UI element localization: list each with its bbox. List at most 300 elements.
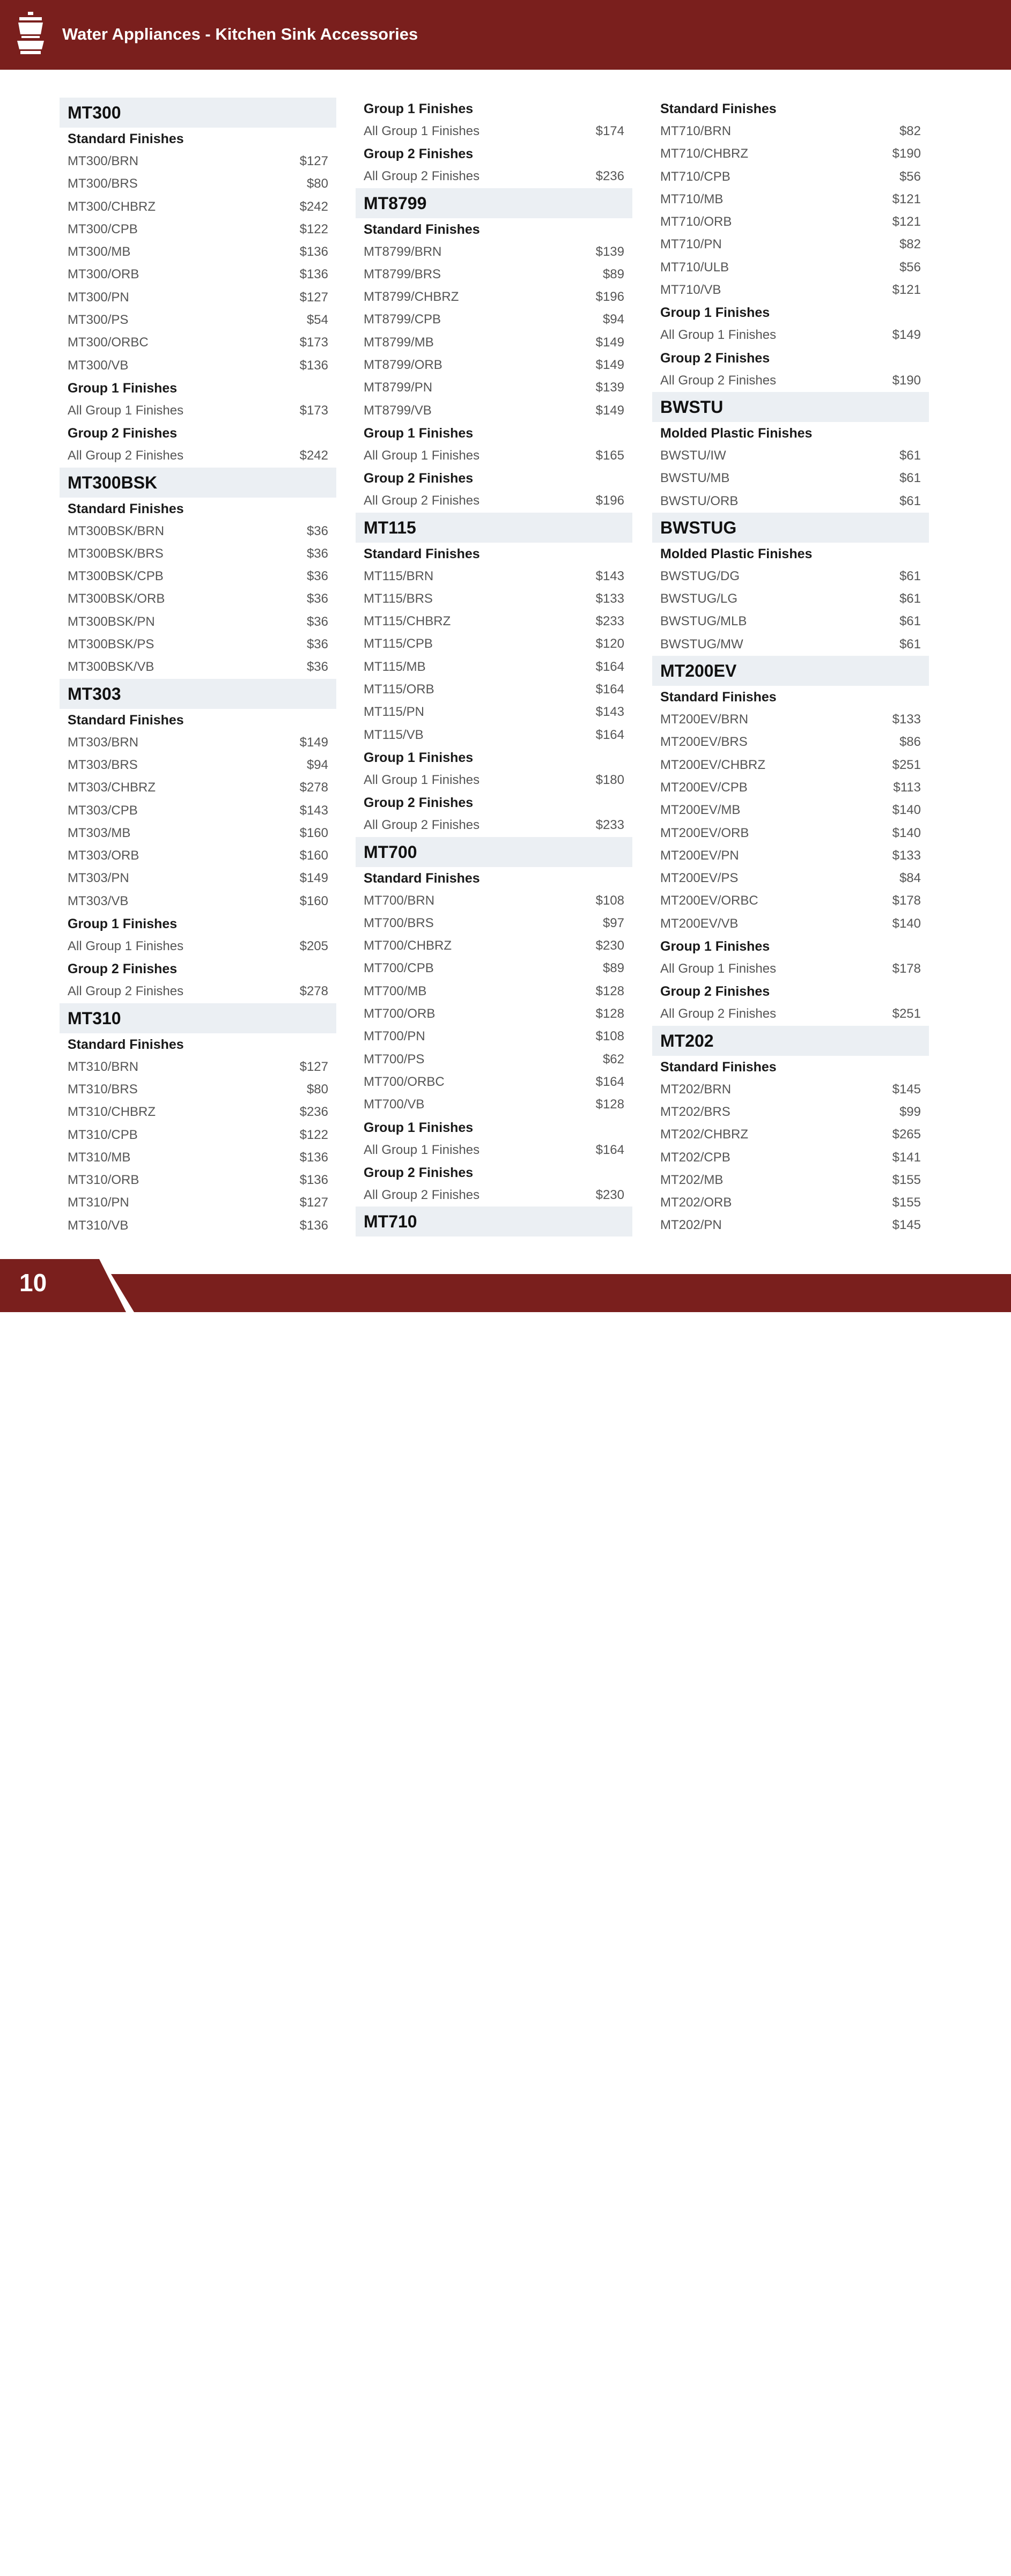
finish-group-label: Group 2 Finishes: [68, 426, 178, 441]
price-row: [356, 633, 632, 655]
price-row: [60, 1146, 336, 1169]
finish-group-label: Group 2 Finishes: [364, 1165, 474, 1180]
item-price: $149: [299, 735, 328, 750]
price-column-2: [356, 98, 632, 1237]
item-name: MT300BSK/BRS: [68, 546, 164, 561]
price-row: [652, 143, 929, 165]
price-row: [652, 490, 929, 513]
item-price: $160: [299, 825, 328, 840]
item-name: MT303/BRS: [68, 757, 138, 772]
product-section-header: MT202: [652, 1026, 929, 1056]
finish-group-label: Standard Finishes: [68, 712, 184, 728]
item-name: MT700/PN: [364, 1029, 425, 1044]
item-price: $236: [299, 1105, 328, 1120]
price-row: [60, 331, 336, 354]
price-row: [60, 754, 336, 776]
item-name: MT710/CHBRZ: [660, 146, 749, 161]
item-name: MT700/BRN: [364, 893, 435, 908]
item-name: MT202/BRS: [660, 1104, 730, 1119]
item-price: $61: [899, 591, 921, 606]
item-price: $36: [306, 660, 328, 675]
price-row: [60, 263, 336, 286]
item-name: MT300BSK/VB: [68, 660, 154, 675]
item-name: BWSTU/IW: [660, 448, 726, 463]
item-price: $84: [899, 871, 921, 886]
item-name: MT202/BRN: [660, 1082, 732, 1097]
item-name: MT310/MB: [68, 1150, 131, 1165]
price-row: [652, 445, 929, 467]
price-row: [356, 565, 632, 588]
item-price: $133: [595, 591, 624, 606]
item-name: All Group 1 Finishes: [660, 328, 777, 343]
product-section-header: MT115: [356, 513, 632, 543]
sink-accessory-icon: [16, 11, 45, 59]
price-row: [356, 769, 632, 791]
item-price: $160: [299, 848, 328, 863]
item-price: $36: [306, 614, 328, 629]
price-row: [60, 218, 336, 241]
item-price: $122: [299, 1127, 328, 1142]
item-name: All Group 1 Finishes: [364, 772, 480, 787]
item-name: All Group 2 Finishes: [364, 818, 480, 833]
price-row: [60, 354, 336, 377]
item-price: $127: [299, 154, 328, 168]
price-row: [356, 890, 632, 912]
item-name: MT200EV/PN: [660, 848, 739, 863]
product-section-header: BWSTU: [652, 392, 929, 422]
finish-group-label: Standard Finishes: [660, 1059, 777, 1075]
item-price: $54: [306, 313, 328, 328]
finish-group-label: Group 1 Finishes: [364, 750, 474, 765]
item-price: $128: [595, 1006, 624, 1021]
item-price: $236: [595, 169, 624, 184]
item-name: All Group 1 Finishes: [364, 124, 480, 138]
item-price: $143: [595, 705, 624, 720]
item-name: MT300BSK/PN: [68, 614, 155, 629]
price-row: [60, 980, 336, 1003]
item-name: MT8799/CHBRZ: [364, 290, 459, 305]
item-price: $36: [306, 523, 328, 538]
item-price: $113: [893, 780, 921, 795]
item-price: $173: [299, 335, 328, 350]
price-row: [356, 1071, 632, 1093]
item-price: $149: [595, 358, 624, 373]
item-name: MT700/CPB: [364, 961, 434, 976]
price-row: [356, 678, 632, 701]
price-row: [60, 173, 336, 195]
item-price: $128: [595, 983, 624, 998]
price-row: [60, 241, 336, 263]
price-row: [652, 120, 929, 143]
item-name: BWSTU/ORB: [660, 493, 739, 508]
item-name: MT700/BRS: [364, 915, 434, 930]
price-row: [652, 867, 929, 890]
item-name: All Group 1 Finishes: [364, 1142, 480, 1157]
price-row: [652, 211, 929, 233]
item-price: $164: [595, 659, 624, 674]
price-row: [356, 588, 632, 610]
price-column-3: [652, 98, 929, 1237]
item-price: $230: [595, 938, 624, 953]
contact-info: Phone: 972.456.3273 Fax: 972.456.2719 orders@mountainplumbing.com: [287, 2558, 776, 2573]
item-price: $80: [306, 176, 328, 191]
item-name: MT8799/ORB: [364, 358, 442, 373]
item-name: MT202/ORB: [660, 1195, 732, 1210]
item-price: $82: [899, 124, 921, 138]
item-price: $121: [892, 283, 921, 298]
item-price: $97: [602, 915, 624, 930]
price-row: [60, 150, 336, 173]
finish-group-label: Standard Finishes: [68, 131, 184, 146]
item-price: $178: [892, 961, 921, 976]
item-price: $164: [595, 1142, 624, 1157]
price-column-1: [60, 98, 336, 1237]
price-row: [356, 980, 632, 1003]
price-row: [356, 241, 632, 263]
item-price: $127: [299, 290, 328, 305]
item-name: MT202/CPB: [660, 1150, 730, 1165]
item-price: $143: [299, 803, 328, 818]
item-price: $196: [595, 493, 624, 508]
page-number: 10: [19, 1269, 47, 1297]
item-name: MT8799/MB: [364, 335, 434, 350]
item-price: $233: [595, 818, 624, 833]
item-price: $108: [595, 1029, 624, 1044]
price-row: [60, 520, 336, 543]
product-section-header: MT300: [60, 98, 336, 128]
item-price: $82: [899, 237, 921, 252]
item-name: MT200EV/MB: [660, 803, 741, 818]
item-name: MT310/PN: [68, 1195, 129, 1210]
price-row: [60, 1101, 336, 1123]
item-price: $121: [892, 191, 921, 206]
product-section-header: MT200EV: [652, 656, 929, 686]
item-name: MT303/CHBRZ: [68, 780, 156, 795]
price-row: [60, 196, 336, 218]
price-row: [652, 731, 929, 753]
price-row: [60, 731, 336, 754]
item-price: $230: [595, 1187, 624, 1202]
item-price: $61: [899, 568, 921, 583]
price-row: [652, 913, 929, 935]
product-section-header: BWSTUG: [652, 513, 929, 543]
price-row: [356, 376, 632, 399]
item-name: All Group 2 Finishes: [68, 984, 184, 999]
price-row: [652, 754, 929, 776]
price-row: [60, 890, 336, 913]
page-title: Water Appliances - Kitchen Sink Accessories: [62, 25, 418, 43]
price-row: [652, 845, 929, 867]
price-row: [356, 1093, 632, 1116]
price-row: [356, 957, 632, 980]
price-row: [60, 1078, 336, 1101]
item-name: MT300/ORB: [68, 267, 139, 282]
item-name: MT303/PN: [68, 871, 129, 886]
price-row: [356, 1184, 632, 1206]
item-name: MT115/MB: [364, 659, 426, 674]
item-name: MT300/BRN: [68, 154, 139, 168]
finish-group-label: Group 1 Finishes: [68, 380, 178, 396]
item-price: $174: [595, 124, 624, 138]
item-name: MT115/VB: [364, 727, 424, 742]
price-row: [60, 822, 336, 845]
item-price: $94: [602, 312, 624, 327]
price-row: [652, 633, 929, 656]
item-price: $149: [299, 871, 328, 886]
price-row: [356, 1025, 632, 1048]
price-row: [60, 800, 336, 822]
item-price: $120: [595, 636, 624, 652]
price-row: [60, 1056, 336, 1078]
item-name: MT710/BRN: [660, 124, 732, 138]
item-name: All Group 2 Finishes: [660, 373, 777, 388]
item-price: $62: [602, 1052, 624, 1067]
item-price: $121: [892, 214, 921, 230]
item-price: $56: [899, 260, 921, 275]
item-price: $242: [299, 199, 328, 214]
item-price: $61: [899, 614, 921, 629]
price-row: [60, 845, 336, 867]
finish-group-label: Standard Finishes: [364, 221, 480, 237]
price-row: [60, 286, 336, 309]
item-name: MT300BSK/PS: [68, 637, 154, 652]
product-section-header: MT700: [356, 837, 632, 867]
price-row: [652, 1101, 929, 1123]
price-row: [356, 935, 632, 957]
item-name: MT8799/BRS: [364, 267, 441, 282]
product-section-header: MT8799: [356, 188, 632, 218]
item-name: All Group 2 Finishes: [364, 169, 480, 184]
page-header: [0, 0, 1011, 70]
finish-group-label: Group 2 Finishes: [660, 984, 770, 1000]
item-price: $136: [299, 245, 328, 260]
item-name: MT8799/PN: [364, 380, 433, 395]
price-row: [652, 822, 929, 845]
price-row: [60, 1169, 336, 1191]
item-name: MT8799/CPB: [364, 312, 441, 327]
price-row: [356, 656, 632, 678]
item-price: $242: [299, 448, 328, 463]
price-row: [652, 610, 929, 633]
item-name: MT303/VB: [68, 893, 129, 908]
item-name: MT303/BRN: [68, 735, 139, 750]
item-price: $61: [899, 448, 921, 463]
price-row: [652, 776, 929, 799]
item-price: $265: [892, 1127, 921, 1142]
item-name: All Group 2 Finishes: [364, 493, 480, 508]
footer-bar: [0, 1274, 1011, 2573]
finish-group-label: Standard Finishes: [68, 1037, 184, 1052]
item-price: $127: [299, 1059, 328, 1074]
item-name: MT115/CPB: [364, 636, 433, 652]
item-name: All Group 2 Finishes: [364, 1187, 480, 1202]
finish-group-label: Standard Finishes: [660, 690, 777, 705]
item-price: $136: [299, 1150, 328, 1165]
item-price: $133: [892, 848, 921, 863]
item-name: MT300BSK/CPB: [68, 569, 164, 584]
price-row: [356, 490, 632, 512]
price-row: [652, 799, 929, 821]
item-name: MT303/ORB: [68, 848, 139, 863]
item-price: $36: [306, 591, 328, 606]
item-name: MT202/MB: [660, 1172, 724, 1187]
item-price: $173: [299, 403, 328, 418]
item-price: $136: [299, 267, 328, 282]
item-price: $180: [595, 772, 624, 787]
item-name: MT300/VB: [68, 358, 129, 373]
item-price: $61: [899, 471, 921, 486]
item-price: $89: [602, 961, 624, 976]
price-row: [652, 958, 929, 980]
price-row: [356, 724, 632, 746]
item-price: $196: [595, 290, 624, 305]
item-name: MT710/ULB: [660, 260, 729, 275]
item-name: MT200EV/ORB: [660, 825, 749, 840]
price-row: [60, 611, 336, 633]
price-row: [356, 701, 632, 723]
item-price: $140: [892, 803, 921, 818]
item-price: $56: [899, 169, 921, 184]
item-price: $133: [892, 712, 921, 727]
item-price: $108: [595, 893, 624, 908]
price-row: [652, 256, 929, 279]
finish-group-label: Group 2 Finishes: [660, 350, 770, 366]
finish-group-label: Group 1 Finishes: [364, 1120, 474, 1135]
item-name: MT700/CHBRZ: [364, 938, 452, 953]
item-price: $36: [306, 637, 328, 652]
finish-group-label: Group 1 Finishes: [660, 305, 770, 321]
item-name: BWSTU/MB: [660, 471, 730, 486]
price-row: [652, 890, 929, 912]
product-section-header: MT303: [60, 679, 336, 709]
item-name: MT700/ORB: [364, 1006, 436, 1021]
price-row: [60, 1124, 336, 1146]
price-row: [652, 565, 929, 588]
price-row: [60, 867, 336, 890]
item-price: $149: [595, 335, 624, 350]
item-name: MT710/ORB: [660, 214, 732, 230]
price-row: [356, 445, 632, 467]
price-row: [60, 633, 336, 656]
product-section-header: MT310: [60, 1003, 336, 1033]
price-row: [652, 1214, 929, 1237]
price-row: [60, 445, 336, 467]
item-price: $143: [595, 568, 624, 583]
item-price: $94: [306, 757, 328, 772]
item-price: $136: [299, 1173, 328, 1188]
item-name: MT300/CHBRZ: [68, 199, 156, 214]
item-name: MT300/PS: [68, 313, 129, 328]
price-row: [356, 610, 632, 633]
item-name: MT202/CHBRZ: [660, 1127, 749, 1142]
item-name: MT300/CPB: [68, 221, 138, 236]
item-name: MT700/ORBC: [364, 1074, 445, 1089]
price-row: [356, 814, 632, 837]
price-row: [356, 1048, 632, 1071]
price-row: [652, 1078, 929, 1101]
item-price: $190: [892, 146, 921, 161]
item-price: $190: [892, 373, 921, 388]
item-name: MT200EV/ORBC: [660, 893, 758, 908]
item-price: $127: [299, 1195, 328, 1210]
price-row: [652, 1169, 929, 1191]
price-row: [60, 588, 336, 610]
price-row: [356, 399, 632, 422]
item-price: $61: [899, 493, 921, 508]
item-name: MT710/MB: [660, 191, 724, 206]
finish-group-label: Group 1 Finishes: [660, 939, 770, 954]
item-price: $149: [595, 403, 624, 418]
price-row: [356, 263, 632, 286]
item-name: MT710/VB: [660, 283, 721, 298]
item-name: MT310/VB: [68, 1218, 129, 1233]
item-name: BWSTUG/LG: [660, 591, 738, 606]
price-row: [60, 1191, 336, 1214]
item-name: MT310/ORB: [68, 1173, 139, 1188]
item-name: MT710/CPB: [660, 169, 730, 184]
price-row: [356, 331, 632, 354]
price-row: [60, 309, 336, 331]
item-name: MT310/CHBRZ: [68, 1105, 156, 1120]
price-row: [60, 1215, 336, 1237]
item-name: MT300/PN: [68, 290, 129, 305]
price-row: [652, 588, 929, 610]
item-price: $251: [892, 1006, 921, 1021]
item-price: $36: [306, 546, 328, 561]
item-price: $122: [299, 221, 328, 236]
price-row: [652, 166, 929, 188]
price-row: [356, 308, 632, 331]
item-price: $164: [595, 1074, 624, 1089]
item-name: MT200EV/CPB: [660, 780, 748, 795]
item-price: $164: [595, 727, 624, 742]
item-price: $278: [299, 780, 328, 795]
product-section-header: MT710: [356, 1206, 632, 1237]
item-price: $139: [595, 380, 624, 395]
item-name: MT8799/VB: [364, 403, 432, 418]
item-price: $86: [899, 735, 921, 750]
price-row: [356, 165, 632, 188]
item-price: $233: [595, 614, 624, 629]
product-section-header: MT300BSK: [60, 468, 336, 498]
item-price: $136: [299, 1218, 328, 1233]
item-name: MT700/MB: [364, 983, 427, 998]
price-row: [60, 776, 336, 799]
item-price: $145: [892, 1218, 921, 1233]
item-name: MT310/BRN: [68, 1059, 139, 1074]
price-row: [356, 1139, 632, 1161]
item-price: $99: [899, 1104, 921, 1119]
price-row: [652, 188, 929, 211]
item-price: $205: [299, 939, 328, 954]
finish-group-label: Group 1 Finishes: [364, 101, 474, 116]
price-row: [60, 543, 336, 565]
item-name: MT200EV/VB: [660, 916, 739, 931]
price-row: [356, 912, 632, 935]
item-name: MT303/CPB: [68, 803, 138, 818]
finish-group-label: Molded Plastic Finishes: [660, 546, 813, 561]
item-price: $140: [892, 825, 921, 840]
item-price: $149: [892, 328, 921, 343]
item-name: MT8799/BRN: [364, 244, 442, 259]
item-name: MT300/MB: [68, 245, 131, 260]
item-name: BWSTUG/MLB: [660, 614, 747, 629]
item-name: MT300BSK/BRN: [68, 523, 165, 538]
item-price: $61: [899, 636, 921, 652]
finish-group-label: Group 2 Finishes: [364, 795, 474, 811]
price-row: [652, 233, 929, 256]
item-name: MT710/PN: [660, 237, 722, 252]
